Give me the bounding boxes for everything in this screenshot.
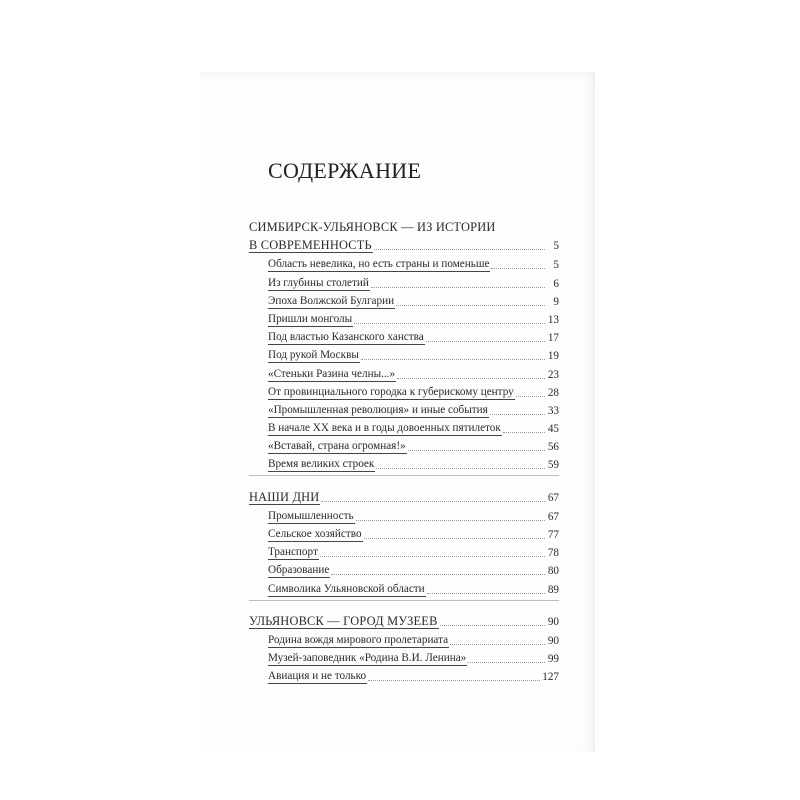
toc-entry[interactable]	[268, 327, 559, 345]
entry-label: Пришли монголы	[268, 312, 353, 325]
entry-label: Под властью Казанского ханства	[268, 331, 424, 344]
page-number: 33	[547, 404, 559, 417]
leader-dots	[468, 661, 545, 663]
page-number: 17	[547, 332, 559, 345]
section-heading: УЛЬЯНОВСК — ГОРОД МУЗЕЕВ	[249, 613, 438, 628]
entry-label: Сельское хозяйство	[268, 528, 362, 540]
toc-entry[interactable]	[268, 648, 559, 666]
leader-dots	[426, 340, 545, 342]
page-number: 90	[547, 615, 559, 628]
toc-subentries	[249, 630, 559, 685]
page-number: 67	[547, 491, 559, 504]
toc-entry[interactable]	[268, 363, 559, 381]
toc-subentries	[249, 506, 559, 597]
toc-entry[interactable]	[268, 400, 559, 418]
toc-entry[interactable]	[268, 436, 559, 454]
toc-section-our-days	[249, 486, 559, 600]
entry-label: Образование	[268, 564, 330, 577]
toc-section-museums	[249, 611, 559, 685]
entry-label: Авиация и не только	[268, 670, 367, 683]
toc-entry[interactable]	[268, 524, 559, 542]
leader-dots	[397, 377, 545, 379]
entry-label: Музей-заповедник «Родина В.И. Ленина»	[268, 652, 467, 665]
leader-dots	[331, 573, 545, 575]
entry-label: Эпоха Волжской Булгарии	[268, 294, 395, 307]
section-divider	[249, 600, 559, 601]
page-number: 6	[553, 277, 559, 290]
page-number: 127	[542, 671, 559, 684]
section-divider	[249, 475, 559, 476]
leader-dots	[320, 555, 545, 557]
entry-label: Родина вождя мирового пролетариата	[268, 633, 449, 646]
page-title: СОДЕРЖАНИЕ	[268, 158, 422, 183]
leader-dots	[368, 679, 540, 681]
page-number: 99	[547, 653, 559, 666]
toc-subentries	[249, 254, 559, 472]
toc-entry[interactable]	[268, 309, 559, 327]
leader-dots	[503, 431, 545, 433]
leader-dots	[516, 395, 545, 397]
entry-label: Под рукой Москвы	[268, 349, 359, 362]
leader-dots	[490, 413, 545, 415]
leader-dots	[374, 248, 545, 250]
section-heading: НАШИ ДНИ	[249, 489, 320, 504]
entry-label: «Стеньки Разина челны...»	[268, 367, 396, 380]
page-number: 59	[547, 459, 559, 472]
leader-dots	[364, 537, 545, 539]
page-number: 5	[553, 259, 559, 272]
entry-label: «Вставай, страна огромная!»	[268, 440, 406, 453]
section-heading	[249, 220, 559, 235]
toc-entry[interactable]	[268, 666, 559, 684]
leader-dots	[371, 286, 545, 288]
toc-entry[interactable]	[268, 542, 559, 560]
toc-entry[interactable]	[268, 454, 559, 472]
entry-label: «Промышленная революция» и иные события	[268, 403, 488, 416]
entry-label: Символика Ульяновской области	[268, 582, 425, 595]
leader-dots	[491, 267, 545, 269]
page-number: 67	[547, 510, 559, 523]
leader-dots	[361, 358, 545, 360]
page-number: 45	[547, 423, 559, 436]
page-number: 28	[547, 386, 559, 399]
leader-dots	[321, 500, 545, 502]
leader-dots	[440, 624, 545, 626]
entry-label: От провинциального городка к губерискому центру	[268, 385, 514, 398]
toc-entry[interactable]	[268, 345, 559, 363]
toc-entry[interactable]	[268, 382, 559, 400]
page-number: 9	[553, 295, 559, 308]
section-heading-line1: СИМБИРСК-УЛЬЯНОВСК — ИЗ ИСТОРИИ	[249, 220, 496, 234]
toc-entry[interactable]	[268, 272, 559, 290]
leader-dots	[408, 449, 545, 451]
page-number: 5	[553, 240, 559, 253]
entry-label: Транспорт	[268, 546, 318, 559]
toc-entry[interactable]	[249, 235, 559, 253]
entry-label: Время великих строек	[268, 458, 375, 471]
page-number: 56	[547, 441, 559, 454]
page-number: 80	[547, 565, 559, 578]
page-number: 89	[547, 583, 559, 596]
entry-label: Область невелика, но есть страны и поменьше	[268, 258, 490, 271]
leader-dots	[396, 304, 545, 306]
leader-dots	[450, 643, 545, 645]
leader-dots	[376, 467, 545, 469]
page-number: 77	[547, 529, 559, 541]
toc-entry[interactable]	[268, 560, 559, 578]
page-number: 78	[547, 547, 559, 560]
leader-dots	[356, 519, 545, 521]
page-number: 19	[547, 350, 559, 363]
toc-entry[interactable]	[249, 611, 559, 629]
toc-entry[interactable]	[268, 291, 559, 309]
entry-label: В начале XX века и в годы довоенных пятилеток	[268, 422, 501, 435]
toc-entry[interactable]	[268, 506, 559, 524]
toc-entry[interactable]	[268, 630, 559, 648]
page-number: 13	[547, 313, 559, 326]
entry-label: Промышленность	[268, 509, 354, 522]
section-heading-line2: В СОВРЕМЕННОСТЬ	[249, 238, 372, 253]
page-number: 23	[547, 368, 559, 381]
toc-entry[interactable]	[268, 578, 559, 596]
toc-entry[interactable]	[249, 486, 559, 504]
toc-section-history	[249, 220, 559, 476]
toc-entry[interactable]	[268, 418, 559, 436]
table-of-contents	[249, 220, 559, 694]
leader-dots	[354, 322, 545, 324]
leader-dots	[427, 592, 545, 594]
page-number: 90	[547, 634, 559, 647]
entry-label: Из глубины столетий	[268, 276, 369, 289]
toc-entry[interactable]	[268, 254, 559, 272]
